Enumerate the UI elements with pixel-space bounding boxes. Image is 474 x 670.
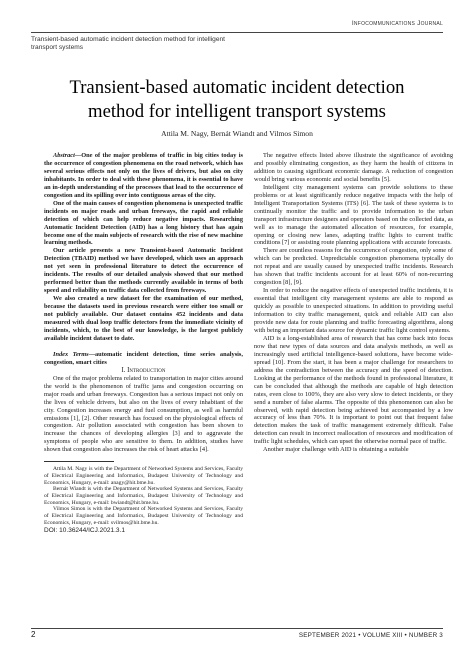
index-terms-label: Index Terms <box>53 350 89 358</box>
abstract-label: Abstract <box>53 152 75 159</box>
paper-title: Transient-based automatic incident detection method for intelligent transport systems <box>69 77 405 122</box>
index-terms: Index Terms—automatic incident detection, time series analysis, congestion, smart cities <box>44 350 243 366</box>
abstract-paragraph: One of the main causes of congestion phenomena is unexpected traffic incidents on major roads and urban freeways, the rapid and reliable detection of which can help reduce negative impacts. Researching Automatic Incident Detection (AID) has a long history that has again become one of the main subjects of research with the rise of new machine learning methods. <box>44 199 243 247</box>
abstract-paragraph: We also created a new dataset for the examination of our method, because the datasets used in previous research were either too small or not publicly available. Our dataset contains 452 incidents and data measured with dual loop traffic detectors from the immediate vicinity of incidents, which, to the best of our knowledge, is the largest publicly available incident dataset to date. <box>44 295 243 342</box>
footnote-author-2: Bernát Wiandt is with the Department of Networked Systems and Services, Faculty of Electrical Engineering and Informatics, Budapest University of Technology and Economics, Hungary, e-mail: bwiandt@hit.bme.hu. <box>44 486 243 506</box>
body-paragraph: One of the major problems related to transportation in major cities around the world is the phenomenon of traffic jams and congestion occurring on major roads and urban freeways. Congestion has a serious impact not only on the lives of vehicle drivers, but also on the lives of every inhabitant of the city. Congestion increases energy and fuel consumption, as well as harmful emissions [1], [2]. Other research has focused on the physiological effects of congestion. Air pollution associated with congestion has been shown to increase the chances of developing allergies [3] and to aggravate the symptoms of people who are sensitive to them. In addition, studies have shown that congestion also increases the risk of heart attacks [4]. <box>44 374 243 454</box>
header-rule <box>31 32 443 33</box>
body-paragraph: AID is a long-established area of research that has come back into focus now that new types of data sources and data analysis methods, as well as increasingly used artificial intelligence-based solutions, have become wide-spread [10]. From the start, it has been a major challenge for researchers to address the contradiction between the accuracy and the speed of detection. Looking at the performance of the methods found in professional literature, it can be concluded that although the methods are capable of high detection rates, even close to 100%, they are also very slow to detect incidents, or they send a number of false alarms. The opposite of this phenomenon can also be observed, with rapid detection being achieved but accompanied by a low accuracy of less than 70%. It is important to point out that frequent false detection makes the task of traffic management extremely difficult. False detection can result in incorrect reallocation of resources and modification of traffic light schedules, which can upset the otherwise normal pace of traffic. <box>254 334 453 446</box>
journal-name: Infocommunications Journal <box>351 20 443 27</box>
page-number: 2 <box>31 630 36 639</box>
body-paragraph: In order to reduce the negative effects of unexpected traffic incidents, it is essential that intelligent city management systems are able to respond as quickly as possible to unexpected situations. In addition to providing useful information to city traffic management, quick and reliable AID can also provide new data for route planning and traffic forecasting algorithms, along with being an important data source for dynamic traffic light control systems. <box>254 287 453 334</box>
index-terms-text: automatic incident detection, time series analysis, congestion, smart cities <box>44 350 243 366</box>
doi[interactable]: DOI: 10.36244/ICJ.2021.3.1 <box>44 526 125 534</box>
body-paragraph: There are countless reasons for the occurrence of congestion, only some of which can be predicted. Unpredictable congestion phenomena typically do not repeat and are usually caused by unexpected traffic incidents. Research has shown that traffic incidents account for at least 60% of non-recurring congestion [8], [9]. <box>254 247 453 287</box>
body-paragraph: The negative effects listed above illustrate the significance of avoiding and possibly eliminating congestion, as they harm the health of citizens in addition to causing significant economic damage. A reduction of congestion would bring various economic and social benefits [5]. <box>254 152 453 183</box>
authors: Attila M. Nagy, Bernát Wiandt and Vilmos Simon <box>161 129 313 138</box>
abstract <box>44 152 243 343</box>
right-column <box>254 152 453 454</box>
footer-rule <box>31 628 443 629</box>
section-heading-introduction: I. Introduction <box>121 366 166 374</box>
footnote-rule <box>44 461 114 462</box>
body-paragraph: Another major challenge with AID is obtaining a suitable <box>263 446 409 454</box>
footnote-author-3: Vilmos Simon is with the Department of Networked Systems and Services, Faculty of Electrical Engineering and Informatics, Budapest University of Technology and Economics, Hungary, e-mail: svilmos@hit.bme.hu. <box>44 506 243 526</box>
abstract-text: One of the major problems of traffic in big cities today is the occurrence of congestion phenomena on the road network, which has several serious effects not only on the lives of drivers, but also on city inhabitants. In order to deal with these phenomena, it is essential to have an in-depth understanding of the processes that lead to the occurrence of congestion and its spilling over into contiguous areas of the city. <box>44 152 243 199</box>
abstract-paragraph: Abstract—One of the major problems of traffic in big cities today is the occurrence of congestion phenomena on the road network, which has several serious effects not only on the lives of drivers, but also on city inhabitants. In order to deal with these phenomena, it is essential to have an in-depth understanding of the processes that lead to the occurrence of congestion and its spilling over into contiguous areas of the city. <box>44 152 243 199</box>
issue-info: SEPTEMBER 2021 • VOLUME XIII • NUMBER 3 <box>298 632 443 639</box>
left-column <box>44 152 243 535</box>
running-title: Transient-based automatic incident detection method for intelligent transport systems <box>31 36 226 52</box>
footnote-author-1: Attila M. Nagy is with the Department of Networked Systems and Services, Faculty of Electrical Engineering and Informatics, Budapest University of Technology and Economics, Hungary, e-mail: anagy@hit.bme.hu. <box>44 466 243 486</box>
abstract-paragraph: Our article presents a new Transient-based Automatic Incident Detection (TBAID) method we have developed, which uses an approach not yet seen in professional literature to detect the occurrence of incidents. The results of our detailed analysis showed that our method performed better than the methods currently available in terms of both speed and reliability on traffic data collected from freeways. <box>44 247 243 295</box>
body-paragraph: Intelligent city management systems can provide solutions to these problems or at least significantly reduce negative impacts with the help of Intelligent Transportation Systems (ITS) [6]. The task of these systems is to continually monitor the traffic and to provide information to the urban transport infrastructure designers and operators based on the collected data, as well as to manage the automated allocation of resources, for example, opening or closing new lanes, adapting traffic lights to current traffic conditions [7] or assisting route planning applications with accurate forecasts. <box>254 183 453 247</box>
